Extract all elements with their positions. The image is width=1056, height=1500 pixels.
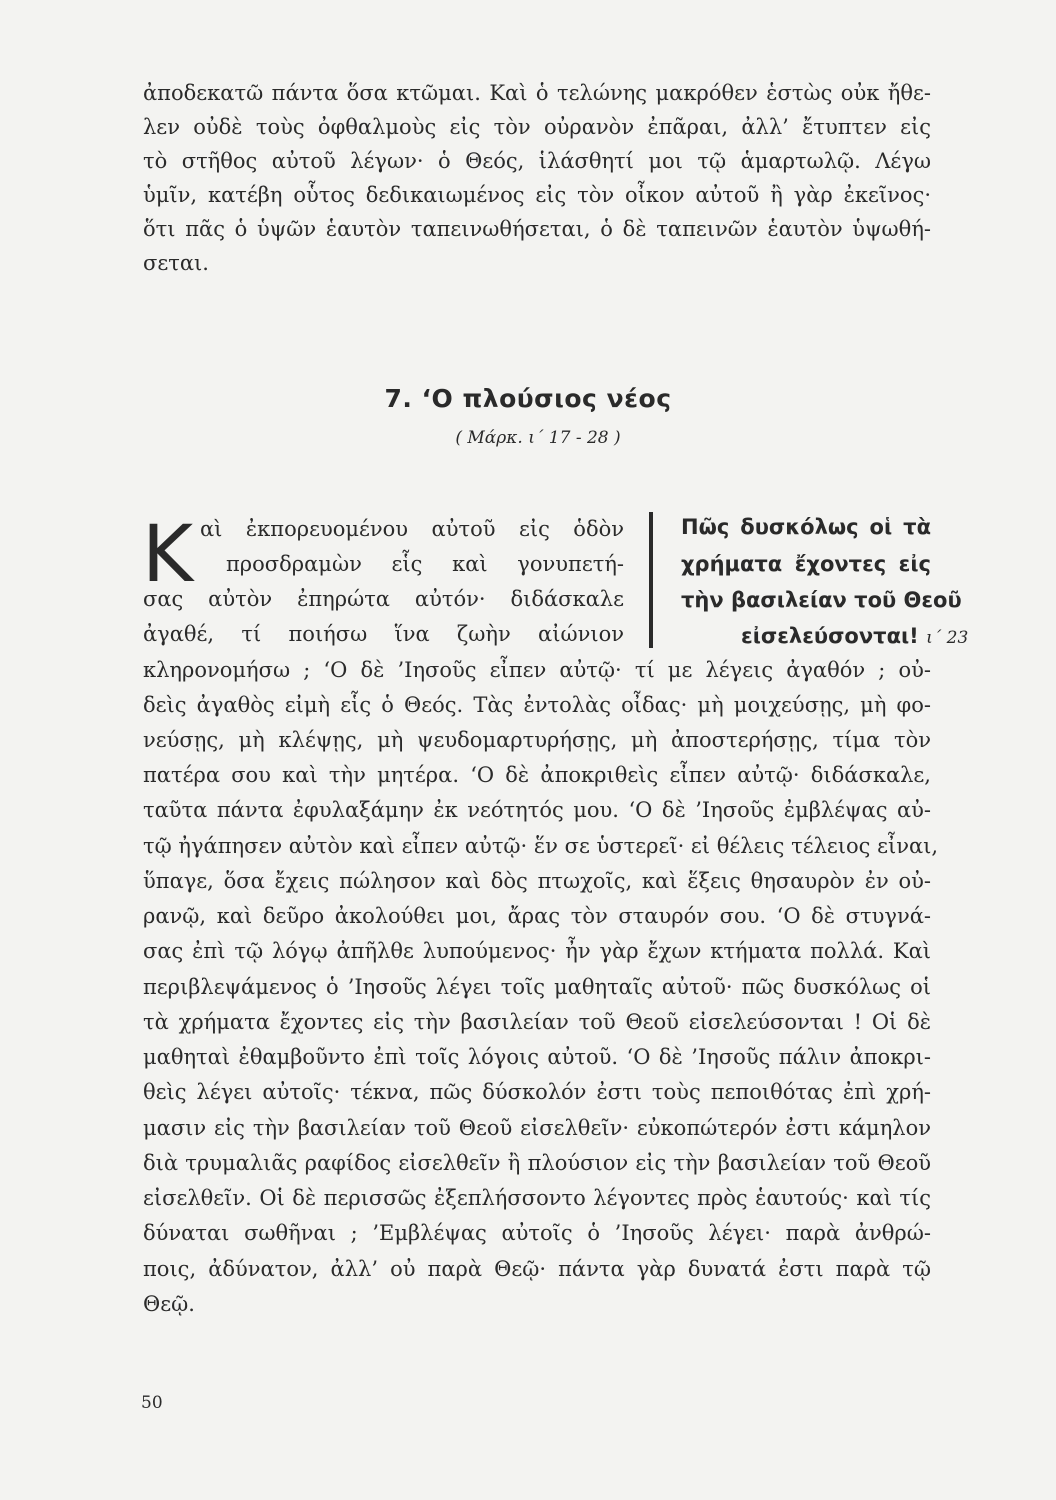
text-line: αὶ ἐκπορευομένου αὐτοῦ εἰς ὁδὸν [200, 517, 624, 541]
callout-line: χρήματα ἔχοντες εἰς [681, 552, 931, 576]
text-line: διὰ τρυμαλιᾶς ραφίδος εἰσελθεῖν ἢ πλούσιον εἰς τὴν βασιλείαν τοῦ Θεοῦ [143, 1151, 931, 1175]
text-line: προσδραμὼν εἷς καὶ γονυπετή- [226, 552, 624, 576]
text-line: ὑμῖν, κατέβη οὗτος δεδικαιωμένος εἰς τὸν οἶκον αὐτοῦ ἢ γὰρ ἐκεῖνος· [143, 183, 931, 207]
vertical-divider [649, 512, 653, 648]
text-line: κληρονομήσω ; ‘Ο δὲ ’Ιησοῦς εἶπεν αὐτῷ· τί με λέγεις ἀγαθόν ; οὐ- [143, 658, 931, 682]
text-line: δεὶς ἀγαθὸς εἰμὴ εἷς ὁ Θεός. Τὰς ἐντολὰς οἶδας· μὴ μοιχεύσῃς, μὴ φο- [143, 693, 931, 717]
text-line: δύναται σωθῆναι ; ’Εμβλέψας αὐτοῖς ὁ ’Ιησοῦς λέγει· παρὰ ἀνθρώ- [143, 1221, 931, 1245]
scripture-reference: ( Μάρκ. ι΄ 17 - 28 ) [455, 428, 621, 448]
text-line: ποις, ἀδύνατον, ἀλλ’ οὐ παρὰ Θεῷ· πάντα γὰρ δυνατά ἐστι παρὰ τῷ [143, 1257, 931, 1281]
page-number: 50 [141, 1393, 163, 1413]
text-line: τὸ στῆθος αὐτοῦ λέγων· ὁ Θεός, ἱλάσθητί μοι τῷ ἁμαρτωλῷ. Λέγω [143, 149, 931, 173]
text-line: νεύσῃς, μὴ κλέψῃς, μὴ ψευδομαρτυρήσῃς, μὴ ἀποστερήσῃς, τίμα τὸν [143, 728, 931, 752]
text-line: ὅτι πᾶς ὁ ὑψῶν ἑαυτὸν ταπεινωθήσεται, ὁ δὲ ταπεινῶν ἑαυτὸν ὑψωθή- [143, 217, 931, 241]
text-line: λεν οὐδὲ τοὺς ὀφθαλμοὺς εἰς τὸν οὐρανὸν ἐπᾶραι, ἀλλ’ ἔτυπτεν εἰς [143, 115, 931, 139]
text-line: μασιν εἰς τὴν βασιλείαν τοῦ Θεοῦ εἰσελθεῖν· εὐκοπώτερόν ἐστι κάμηλον [143, 1116, 931, 1140]
text-line: πατέρα σου καὶ τὴν μητέρα. ‘Ο δὲ ἀποκριθεὶς εἶπεν αὐτῷ· διδάσκαλε, [143, 763, 931, 787]
text-line: τὰ χρήματα ἔχοντες εἰς τὴν βασιλείαν τοῦ Θεοῦ εἰσελεύσονται ! Οἱ δὲ [143, 1010, 931, 1034]
text-line: περιβλεψάμενος ὁ ’Ιησοῦς λέγει τοῖς μαθηταῖς αὐτοῦ· πῶς δυσκόλως οἱ [143, 975, 931, 999]
text-line: μαθηταὶ ἐθαμβοῦντο ἐπὶ τοῖς λόγοις αὐτοῦ. ‘Ο δὲ ’Ιησοῦς πάλιν ἀποκρι- [143, 1045, 931, 1069]
drop-cap: Κ [142, 510, 194, 600]
text-line: θεὶς λέγει αὐτοῖς· τέκνα, πῶς δύσκολόν ἐστι τοὺς πεποιθότας ἐπὶ χρή- [143, 1080, 931, 1104]
text-line: ρανῷ, καὶ δεῦρο ἀκολούθει μοι, ἄρας τὸν σταυρόν σου. ‘Ο δὲ στυγνά- [143, 904, 931, 928]
callout-line [741, 619, 969, 655]
text-line: εἰσελθεῖν. Οἱ δὲ περισσῶς ἐξεπλήσσοντο λέγοντες πρὸς ἑαυτούς· καὶ τίς [143, 1186, 931, 1210]
callout-line: Πῶς δυσκόλως οἱ τὰ [681, 515, 931, 539]
text-line: σας αὐτὸν ἐπηρώτα αὐτόν· διδάσκαλε [143, 587, 624, 611]
text-line: ἀποδεκατῶ πάντα ὅσα κτῶμαι. Καὶ ὁ τελώνης μακρόθεν ἑστὼς οὐκ ἤθε- [143, 81, 931, 105]
text-line: σας ἐπὶ τῷ λόγῳ ἀπῆλθε λυπούμενος· ἦν γὰρ ἔχων κτήματα πολλά. Καὶ [143, 939, 931, 963]
text-line: ὕπαγε, ὅσα ἔχεις πώλησον καὶ δὸς πτωχοῖς, καὶ ἕξεις θησαυρὸν ἐν οὐ- [143, 869, 931, 893]
text-line: Θεῷ. [143, 1292, 195, 1316]
callout-reference: ι΄ 23 [926, 628, 969, 648]
callout-line: τὴν βασιλείαν τοῦ Θεοῦ [681, 588, 962, 612]
callout-last-line: εἰσελεύσονται! [741, 624, 919, 648]
text-line: ἀγαθέ, τί ποιήσω ἵνα ζωὴν αἰώνιον [143, 622, 624, 646]
section-title: 7. ‘Ο πλούσιος νέος [384, 384, 672, 413]
text-line: σεται. [143, 251, 209, 275]
text-line: τῷ ἠγάπησεν αὐτὸν καὶ εἶπεν αὐτῷ· ἕν σε ὑστερεῖ· εἰ θέλεις τέλειος εἶναι, [143, 834, 939, 858]
text-line: ταῦτα πάντα ἐφυλαξάμην ἐκ νεότητός μου. ‘Ο δὲ ’Ιησοῦς ἐμβλέψας αὐ- [143, 798, 931, 822]
